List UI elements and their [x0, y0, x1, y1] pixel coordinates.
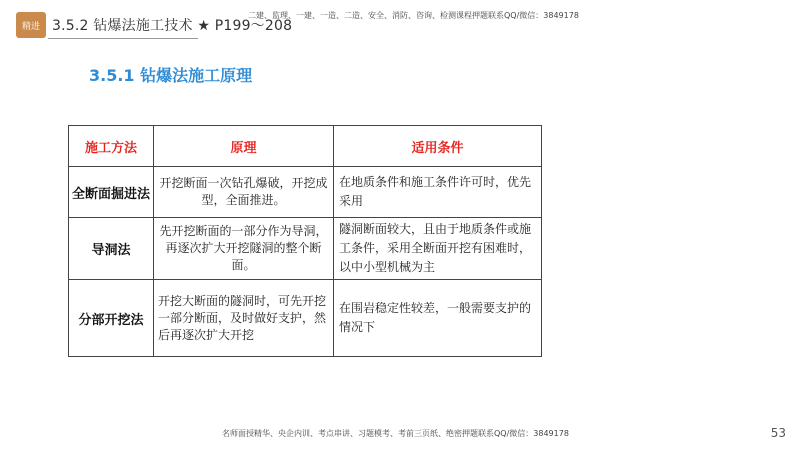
- table-row: [69, 218, 542, 280]
- condition-cell: 在地质条件和施工条件许可时，优先采用: [334, 167, 542, 218]
- page-number: 53: [770, 426, 786, 440]
- table-header-row: [69, 126, 542, 167]
- principle-text: 先开挖断面的一部分作为导洞，再逐次扩大开挖隧洞的整个断面。: [159, 224, 328, 272]
- condition-cell: 隧洞断面较大，且由于地质条件或施工条件，采用全断面开挖有困难时，以中小型机械为主: [334, 218, 542, 280]
- logo: [16, 12, 46, 38]
- header-underline: [48, 38, 198, 39]
- logo-text: 精进: [21, 21, 40, 32]
- condition-cell: 在围岩稳定性较差，一般需要支护的情况下: [334, 280, 542, 357]
- method-cell: 导洞法: [69, 218, 154, 280]
- top-contact-note: 二建、监理、一建、一造、二造、安全、消防、咨询、检测课程押题联系QQ/微信：3849178: [248, 11, 579, 20]
- slide-title: 3.5.2 钻爆法施工技术 ★ P199～208: [52, 18, 293, 34]
- principle-cell: [154, 280, 334, 357]
- table-row: [69, 167, 542, 218]
- bottom-contact-note: 名师面授精华、央企内训、考点串讲、习题模考、考前三页纸、绝密押题联系QQ/微信：3849178: [222, 429, 569, 438]
- principle-cell: [154, 167, 334, 218]
- principle-text: 开挖大断面的隧洞时，可先开挖一部分断面，及时做好支护，然后再逐次扩大开挖: [158, 293, 327, 342]
- column-header-condition: 适用条件: [334, 126, 542, 167]
- column-header-principle: 原理: [154, 126, 334, 167]
- principle-cell: [154, 218, 334, 280]
- column-header-method: 施工方法: [69, 126, 154, 167]
- method-cell: 分部开挖法: [69, 280, 154, 357]
- section-heading: 3.5.1 钻爆法施工原理: [89, 66, 253, 85]
- table-row: [69, 280, 542, 357]
- principle-text: 开挖断面一次钻孔爆破，开挖成型，全面推进。: [159, 176, 328, 207]
- construction-methods-table: [68, 125, 542, 357]
- method-cell: 全断面掘进法: [69, 167, 154, 218]
